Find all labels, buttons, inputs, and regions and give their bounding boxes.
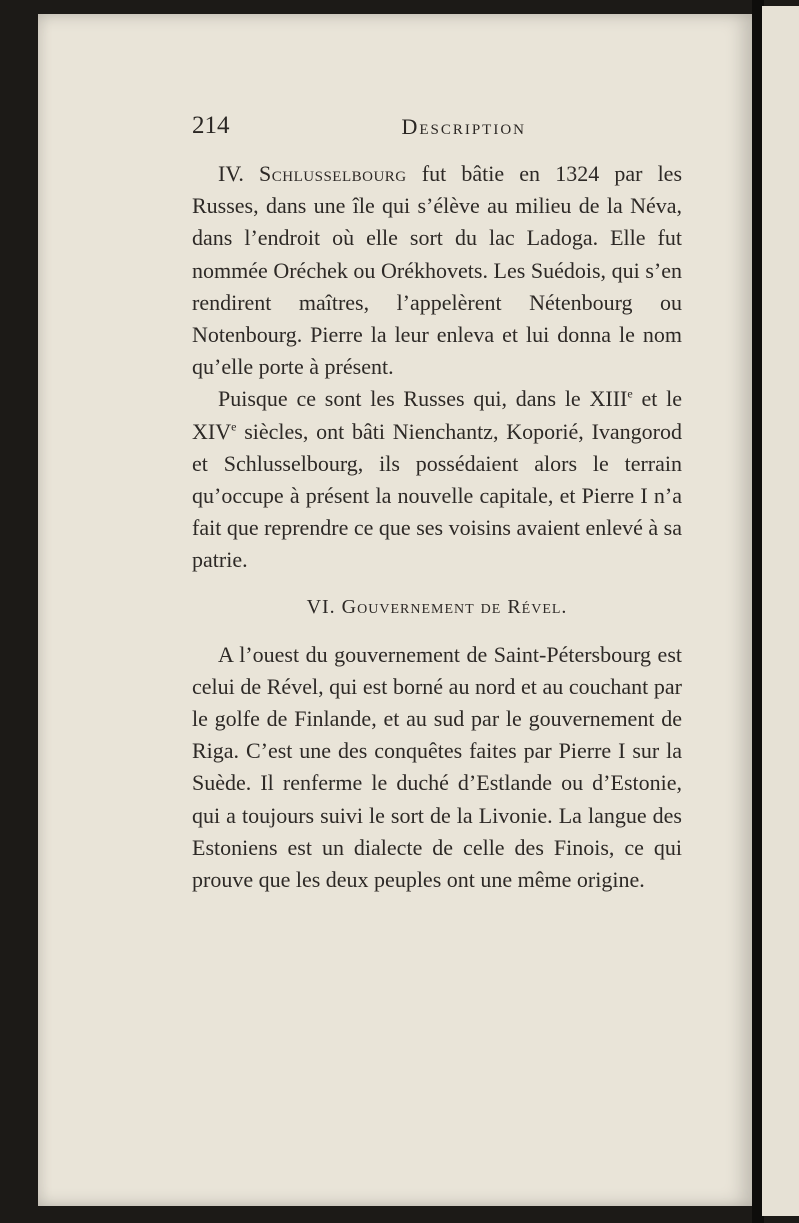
paragraph-russes	[192, 383, 682, 576]
paragraph-text-part1: Puisque ce sont les Russes qui, dans le XIII	[218, 386, 628, 412]
page-number: 214	[192, 112, 230, 139]
paragraph-schlusselbourg	[192, 158, 682, 383]
section-heading-number: VI.	[306, 595, 336, 618]
paragraph-text-part2: et le XIV	[192, 386, 682, 444]
paragraph-text: A l’ouest du gouvernement de Saint-Pétersbourg est celui de Rével, qui est borné au nord et au couchant par le golfe de Finlande, et au sud par le gouvernement de Riga. C’est une des conquêtes faites par Pierre I sur la Suède. Il renferme le duché d’Estlande ou d’Estonie, qui a toujours suivi le sort de la Livonie. La langue des Estoniens est un dialecte de celle des Finois, ce qui prouve que les deux peuples ont une même origine.	[192, 641, 682, 893]
page-header	[192, 112, 526, 142]
paragraph-text: fut bâtie en 1324 par les Russes, dans une île qui s’élève au milieu de la Néva, dans l’endroit où elle sort du lac Ladoga. Elle fut nommée Oréchek ou Orékhovets. Les Suédois, qui s’en rendirent maîtres, l’appelèrent Nétenbourg ou Notenbourg. Pierre la leur enleva et lui donna le nom qu’elle porte à présent.	[192, 161, 683, 380]
adjacent-page-edge	[762, 6, 799, 1216]
running-title: Description	[401, 114, 526, 139]
place-name: Schlusselbourg	[259, 161, 407, 186]
superscript-e: e	[231, 419, 237, 434]
paragraph-revel	[192, 639, 682, 897]
paragraph-text-part3: siècles, ont bâti Nienchantz, Koporié, Ivangorod et Schlusselbourg, ils possédaient alors le terrain qu’occupe à présent la nouvelle capitale, et Pierre I n’a fait que reprendre ce que ses voisins avaient enlevé à sa patrie.	[192, 418, 682, 573]
superscript-e: e	[627, 387, 633, 402]
body-text	[192, 158, 682, 896]
section-number: IV.	[218, 161, 244, 186]
section-heading-title: Gouvernement de Rével.	[341, 595, 568, 618]
section-heading	[192, 591, 682, 623]
